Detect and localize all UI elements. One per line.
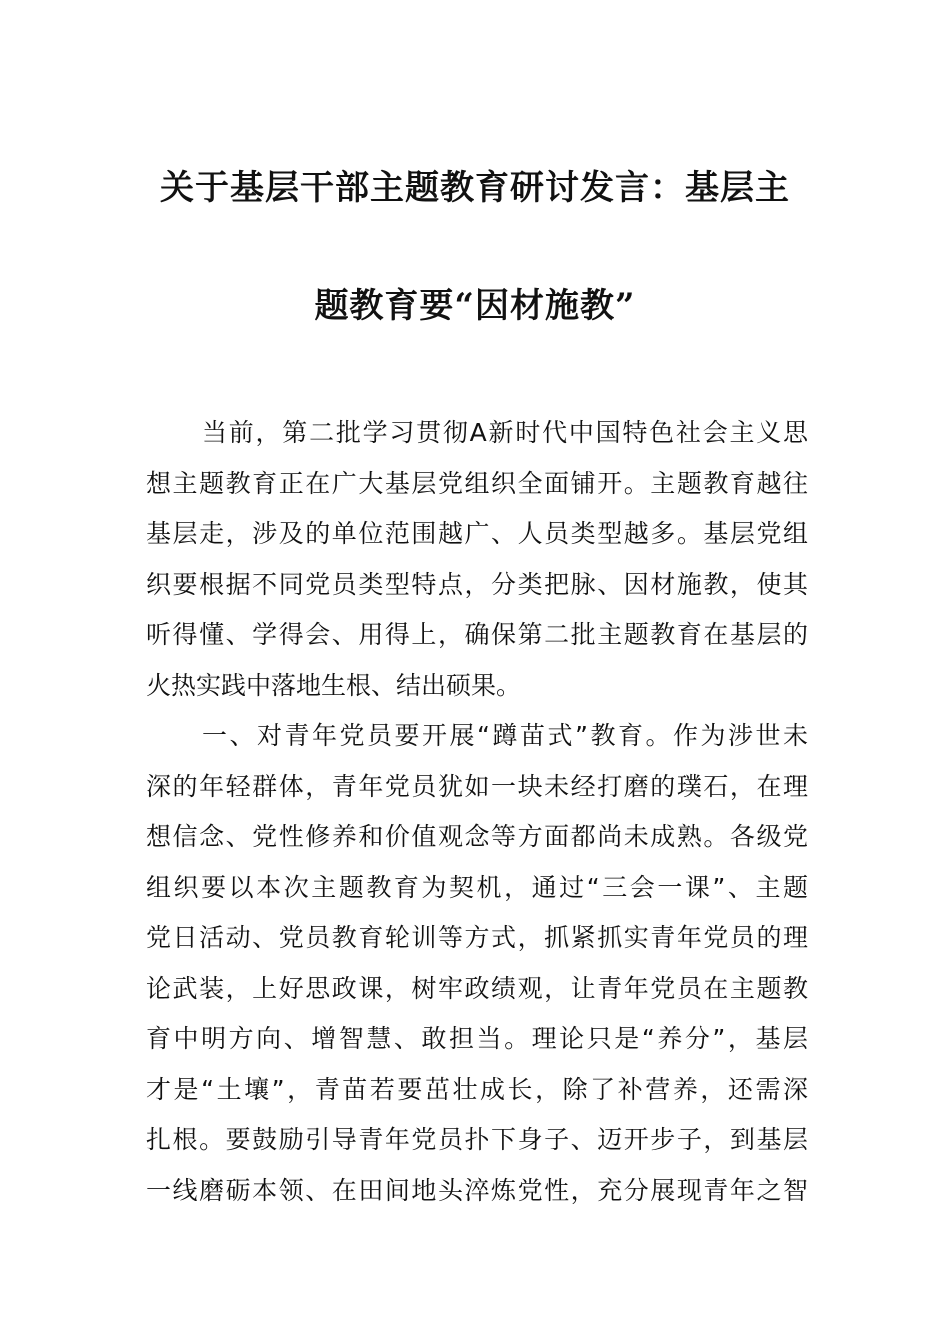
paragraph-1-line: 织要根据不同党员类型特点，分类把脉、因材施教，使其: [146, 569, 808, 599]
paragraph-2-line: 扎根。要鼓励引导青年党员扑下身子、迈开步子，到基层: [146, 1125, 808, 1154]
paragraph-2-line: 才是“土壤”，青苗若要茁壮成长，除了补营养，还需深: [146, 1074, 808, 1104]
paragraph-2-line: 党日活动、党员教育轮训等方式，抓紧抓实青年党员的理: [146, 923, 808, 952]
paragraph-2-line: 一、对青年党员要开展“蹲苗式”教育。作为涉世未: [202, 721, 808, 750]
paragraph-2-line: 育中明方向、增智慧、敢担当。理论只是“养分”，基层: [146, 1024, 808, 1053]
document-title-line-2: 题教育要“因材施教”: [314, 286, 636, 326]
paragraph-2-line: 深的年轻群体，青年党员犹如一块未经打磨的璞石，在理: [146, 771, 808, 801]
paragraph-1-line: 当前，第二批学习贯彻A新时代中国特色社会主义思: [202, 418, 808, 447]
paragraph-1-line: 火热实践中落地生根、结出硕果。: [146, 670, 522, 700]
document-title-line-1: 关于基层干部主题教育研讨发言：基层主: [160, 168, 790, 208]
paragraph-2-line: 想信念、党性修养和价值观念等方面都尚未成熟。各级党: [146, 822, 808, 851]
paragraph-1-line: 听得懂、学得会、用得上，确保第二批主题教育在基层的: [146, 620, 808, 649]
document-body: [146, 408, 808, 1216]
paragraph-1-line: 想主题教育正在广大基层党组织全面铺开。主题教育越往: [146, 468, 808, 498]
paragraph-2-line: 一线磨砺本领、在田间地头淬炼党性，充分展现青年之智: [146, 1175, 808, 1205]
paragraph-2-line: 组织要以本次主题教育为契机，通过“三会一课”、主题: [146, 872, 808, 902]
paragraph-2-line: 论武装，上好思政课，树牢政绩观，让青年党员在主题教: [146, 973, 808, 1003]
paragraph-1-line: 基层走，涉及的单位范围越广、人员类型越多。基层党组: [146, 519, 808, 548]
